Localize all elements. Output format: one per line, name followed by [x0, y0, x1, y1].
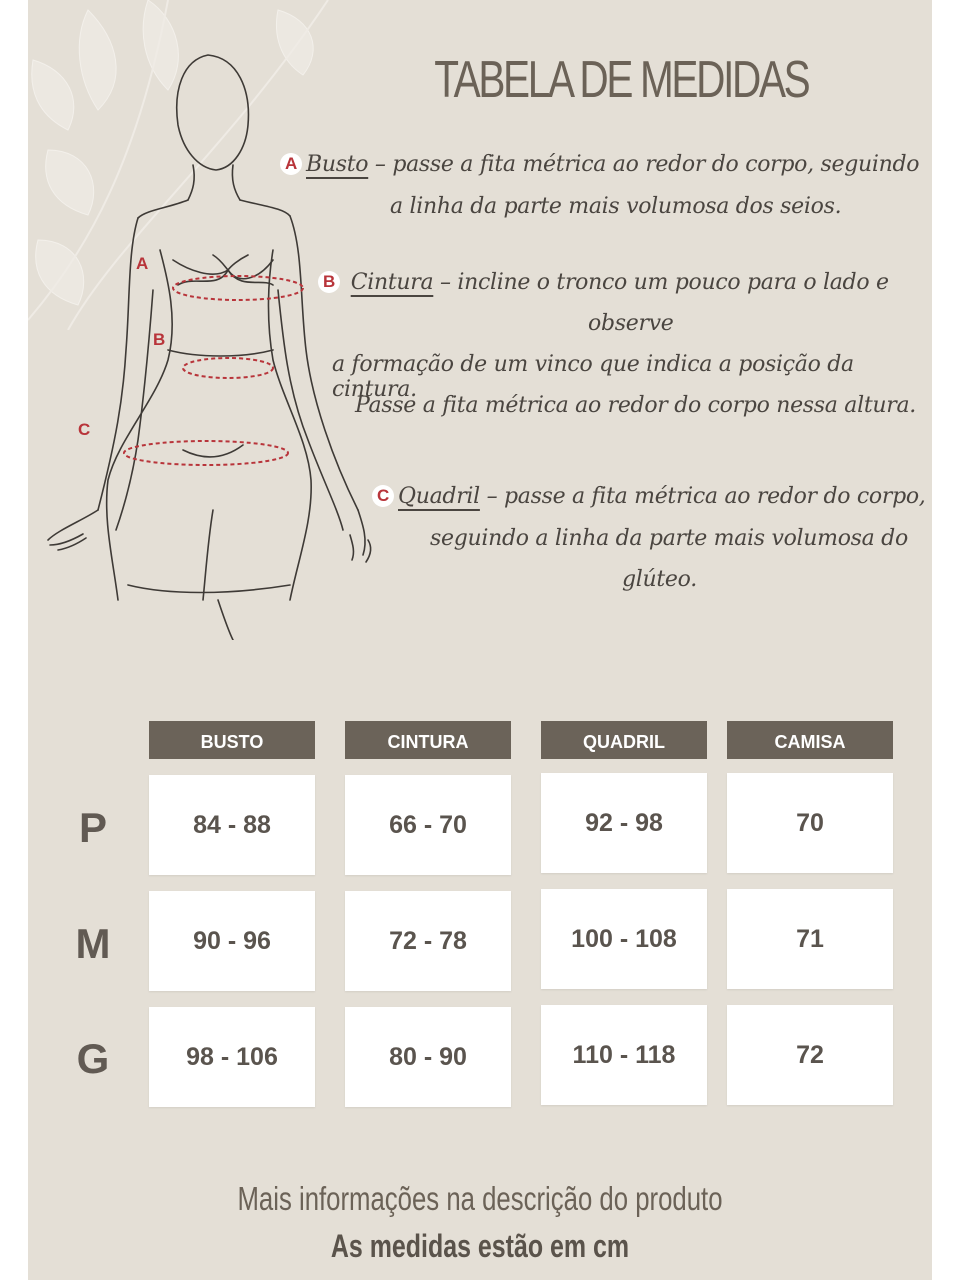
figure-label-c: C [78, 420, 91, 439]
table-cell: 110 - 118 [541, 1005, 707, 1105]
size-label-g: G [76, 1035, 110, 1082]
header-cintura: CINTURA [345, 721, 511, 759]
term-quadril: Quadril [398, 484, 480, 509]
footer-info: Mais informações na descrição do produto [237, 1180, 723, 1217]
table-cell: 72 - 78 [345, 891, 511, 991]
table-cell: 80 - 90 [345, 1007, 511, 1107]
description-cintura-line1: B Cintura – incline o tronco um pouco para o lado e [318, 270, 889, 295]
body-figure-sketch [28, 40, 388, 640]
header-busto: BUSTO [149, 721, 315, 759]
table-cell: 70 [727, 773, 893, 873]
table-cell: 98 - 106 [149, 1007, 315, 1107]
description-cintura-line2: observe [588, 311, 674, 336]
footer-units: As medidas estão em cm [330, 1228, 630, 1264]
size-chart-page [28, 0, 932, 1280]
badge-a: A [280, 153, 302, 175]
size-label-p: P [78, 804, 107, 851]
table-cell: 84 - 88 [149, 775, 315, 875]
figure-label-b: B [153, 330, 166, 349]
badge-c: C [372, 485, 394, 507]
table-cell: 72 [727, 1005, 893, 1105]
term-busto: Busto [306, 152, 369, 177]
table-cell: 90 - 96 [149, 891, 315, 991]
page-title: TABELA DE MEDIDAS [434, 51, 809, 109]
description-quadril-line3: glúteo. [622, 567, 697, 592]
table-cell: 100 - 108 [541, 889, 707, 989]
table-cell: 92 - 98 [541, 773, 707, 873]
figure-label-a: A [136, 254, 149, 273]
badge-b: B [318, 271, 340, 293]
description-cintura-line3: a formação de um vinco que indica a posição da cintura. [332, 352, 854, 402]
description-cintura-line4: Passe a fita métrica ao redor do corpo nessa altura. [355, 393, 916, 418]
header-quadril: QUADRIL [541, 721, 707, 759]
description-busto-line2: a linha da parte mais volumosa dos seios. [390, 194, 842, 219]
description-quadril-line1: C Quadril – passe a fita métrica ao redor do corpo, [372, 484, 926, 509]
header-camisa: CAMISA [727, 721, 893, 759]
table-cell: 71 [727, 889, 893, 989]
table-cell: 66 - 70 [345, 775, 511, 875]
term-cintura: Cintura [350, 270, 434, 295]
description-quadril-line2: seguindo a linha da parte mais volumosa do [430, 526, 908, 551]
description-busto-line1: A Busto – passe a fita métrica ao redor do corpo, seguindo [280, 152, 919, 177]
size-label-m: M [75, 920, 111, 967]
